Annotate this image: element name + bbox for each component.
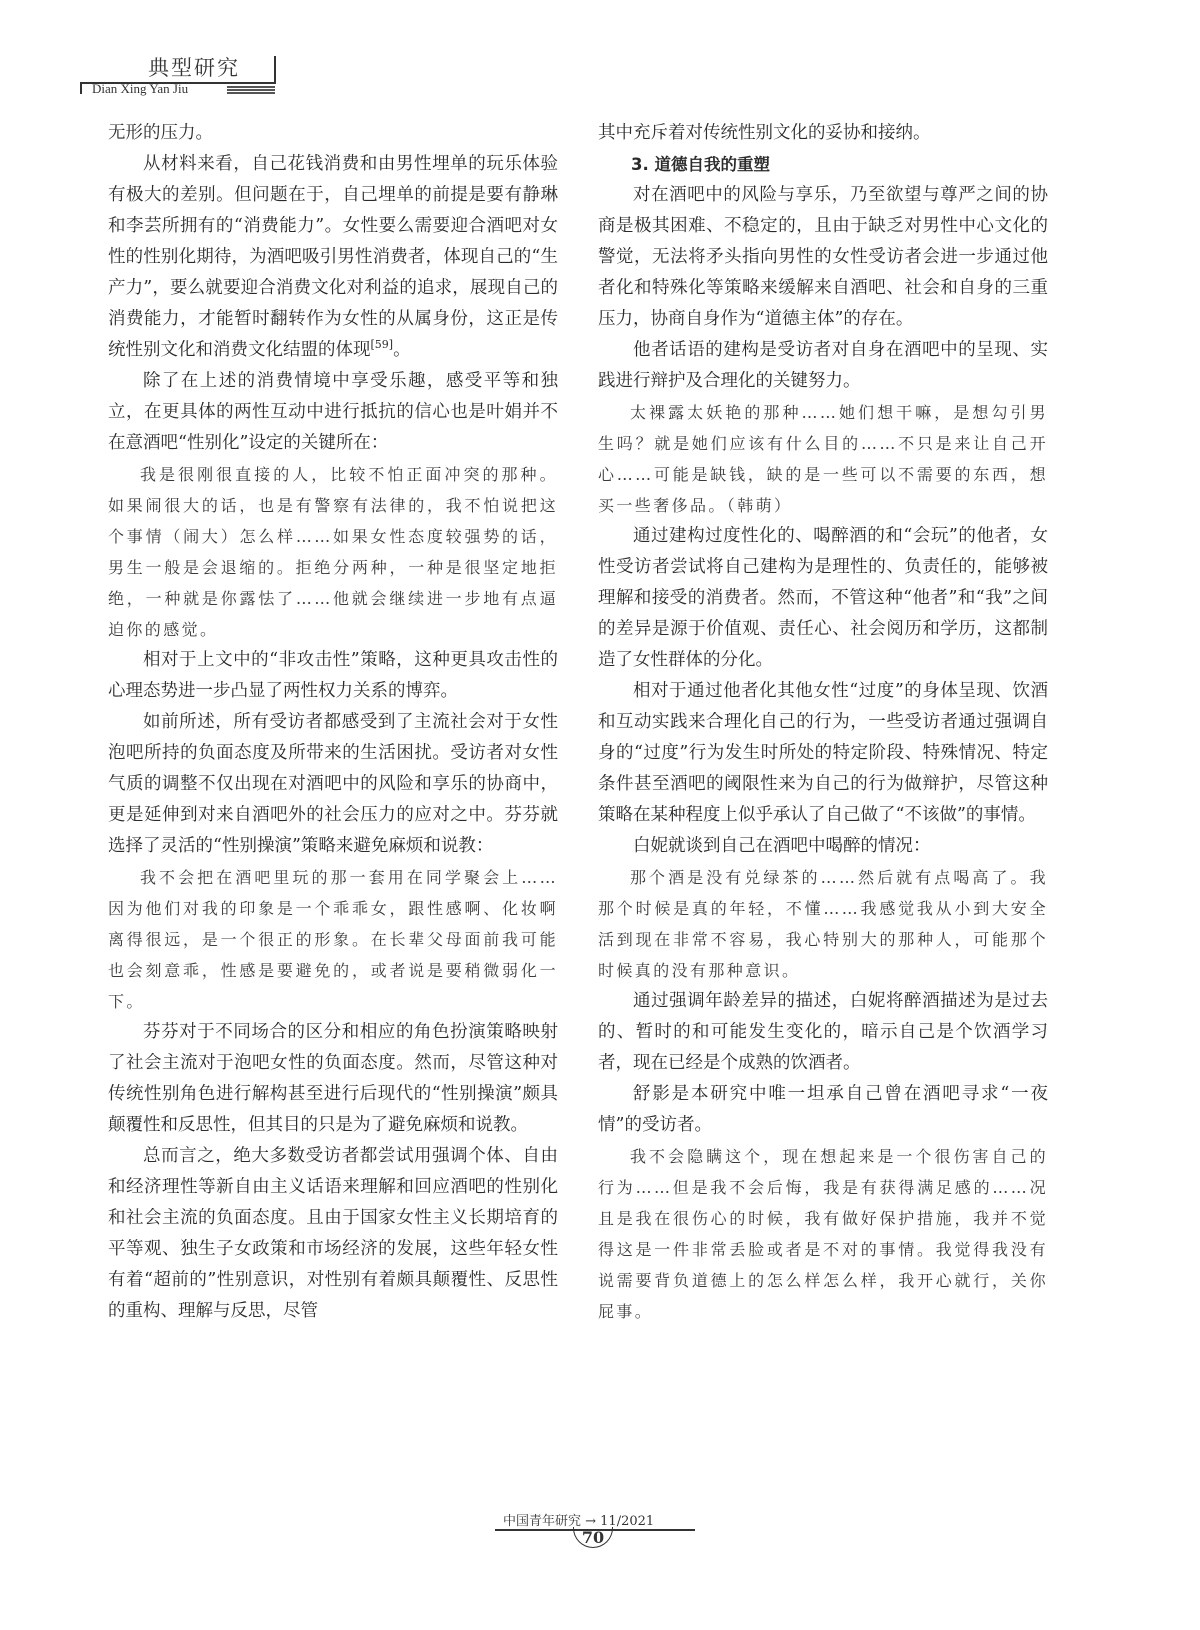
interview-quote: 那个酒是没有兑绿茶的……然后就有点喝高了。我那个时候是真的年轻，不懂……我感觉我从小到大安全活到现在非常不容易，我心特别大的那种人，可能那个时候真的没有那种意识。	[598, 868, 1048, 980]
interview-quote: 我不会隐瞒这个，现在想起来是一个很伤害自己的行为……但是我不会后悔，我是有获得满足感的……况且是我在很伤心的时候，我有做好保护措施，我并不觉得这是一件非常丢脸或者是不对的事情。我觉得我没有说需要背负道德上的怎么样怎么样，我开心就行，关你屁事。	[598, 1147, 1048, 1321]
paragraph: 总而言之，绝大多数受访者都尝试用强调个体、自由和经济理性等新自由主义话语来理解和回应酒吧的性别化和社会主流的负面态度。且由于国家女性主义长期培育的平等观、独生子女政策和市场经济的发展，这些年轻女性有着“超前的”性别意识，对性别有着颇具颠覆性、反思性的重构、理解与反思，尽管	[108, 1146, 558, 1321]
paragraph: 通过建构过度性化的、喝醉酒的和“会玩”的他者，女性受访者尝试将自己建构为是理性的、负责任的，能够被理解和接受的消费者。然而，不管这种“他者”和“我”之间的差异是源于价值观、责任心、社会阅历和学历，这都制造了女性群体的分化。	[598, 526, 1048, 670]
header-rule-tick	[80, 82, 82, 94]
header-double-rule	[227, 86, 275, 94]
paragraph: 舒影是本研究中唯一坦承自己曾在酒吧寻求“一夜情”的受访者。	[598, 1084, 1048, 1135]
interview-quote: 我不会把在酒吧里玩的那一套用在同学聚会上……因为他们对我的印象是一个乖乖女，跟性感啊、化妆啊离得很远，是一个很正的形象。在长辈父母面前我可能也会刻意乖，性感是要避免的，或者说是要稍微弱化一下。	[108, 868, 558, 1011]
journal-issue: 中国青年研究 → 11/2021	[503, 1514, 655, 1529]
paragraph: 通过强调年龄差异的描述，白妮将醉酒描述为是过去的、暂时的和可能发生变化的，暗示自己是个饮酒学习者，现在已经是个成熟的饮酒者。	[598, 991, 1048, 1073]
paragraph: 相对于通过他者化其他女性“过度”的身体呈现、饮酒和互动实践来合理化自己的行为，一些受访者通过强调自身的“过度”行为发生时所处的特定阶段、特殊情况、特定条件甚至酒吧的阈限性来为自己的行为做辩护，尽管这种策略在某种程度上似乎承认了自己做了“不该做”的事情。	[598, 681, 1048, 825]
section-title-cn: 典型研究	[148, 56, 240, 80]
paragraph: 白妮就谈到自己在酒吧中喝醉的情况：	[633, 836, 931, 856]
paragraph: 相对于上文中的“非攻击性”策略，这种更具攻击性的心理态势进一步凸显了两性权力关系的博弈。	[108, 650, 558, 701]
running-footer	[495, 1510, 705, 1570]
section-heading: 3. 道德自我的重塑	[631, 155, 770, 174]
page-number: 70	[573, 1527, 613, 1548]
paragraph: 芬芬对于不同场合的区分和相应的角色扮演策略映射了社会主流对于泡吧女性的负面态度。然而，尽管这种对传统性别角色进行解构甚至进行后现代的“性别操演”颇具颠覆性和反思性，但其目的只是为了避免麻烦和说教。	[108, 1022, 558, 1135]
interview-quote: 我是很刚很直接的人，比较不怕正面冲突的那种。如果闹很大的话，也是有警察有法律的，我不怕说把这个事情（闹大）怎么样……如果女性态度较强势的话，男生一般是会退缩的。拒绝分两种，一种是很坚定地拒绝，一种就是你露怯了……他就会继续进一步地有点逼迫你的感觉。	[108, 465, 558, 639]
right-column	[598, 118, 1048, 1327]
paragraph: 从材料来看，自己花钱消费和由男性埋单的玩乐体验有极大的差别。但问题在于，自己埋单的前提是要有静琳和李芸所拥有的“消费能力”。女性要么需要迎合酒吧对女性的性别化期待，为酒吧吸引男性消费者，体现自己的“生产力”，要么就要迎合消费文化对利益的追求，展现自己的消费能力，才能暂时翻转作为女性的从属身份，这正是传统性别文化和消费文化结盟的体现[59]。	[108, 154, 558, 360]
section-title-pinyin: Dian Xing Yan Jiu	[92, 81, 189, 96]
paragraph: 对在酒吧中的风险与享乐，乃至欲望与尊严之间的协商是极其困难、不稳定的，且由于缺乏对男性中心文化的警觉，无法将矛头指向男性的女性受访者会进一步通过他者化和特殊化等策略来缓解来自酒吧、社会和自身的三重压力，协商自身作为“道德主体”的存在。	[598, 185, 1048, 329]
left-column	[108, 118, 558, 1327]
paragraph: 除了在上述的消费情境中享受乐趣，感受平等和独立，在更具体的两性互动中进行抵抗的信心也是叶娟并不在意酒吧“性别化”设定的关键所在：	[108, 371, 558, 453]
running-header	[80, 52, 280, 97]
header-rule-vertical	[274, 56, 276, 82]
paragraph: 其中充斥着对传统性别文化的妥协和接纳。	[598, 123, 931, 143]
paragraph: 如前所述，所有受访者都感受到了主流社会对于女性泡吧所持的负面态度及所带来的生活困扰。受访者对女性气质的调整不仅出现在对酒吧中的风险和享乐的协商中，更是延伸到对来自酒吧外的社会压力的应对之中。芬芬就选择了灵活的“性别操演”策略来避免麻烦和说教：	[108, 712, 558, 856]
interview-quote: 太裸露太妖艳的那种……她们想干嘛，是想勾引男生吗？就是她们应该有什么目的……不只是来让自己开心……可能是缺钱，缺的是一些可以不需要的东西，想买一些奢侈品。（韩萌）	[598, 403, 1048, 515]
paragraph: 他者话语的建构是受访者对自身在酒吧中的呈现、实践进行辩护及合理化的关键努力。	[598, 340, 1048, 391]
paragraph: 无形的压力。	[108, 123, 213, 143]
citation-ref: [59]	[370, 338, 394, 352]
